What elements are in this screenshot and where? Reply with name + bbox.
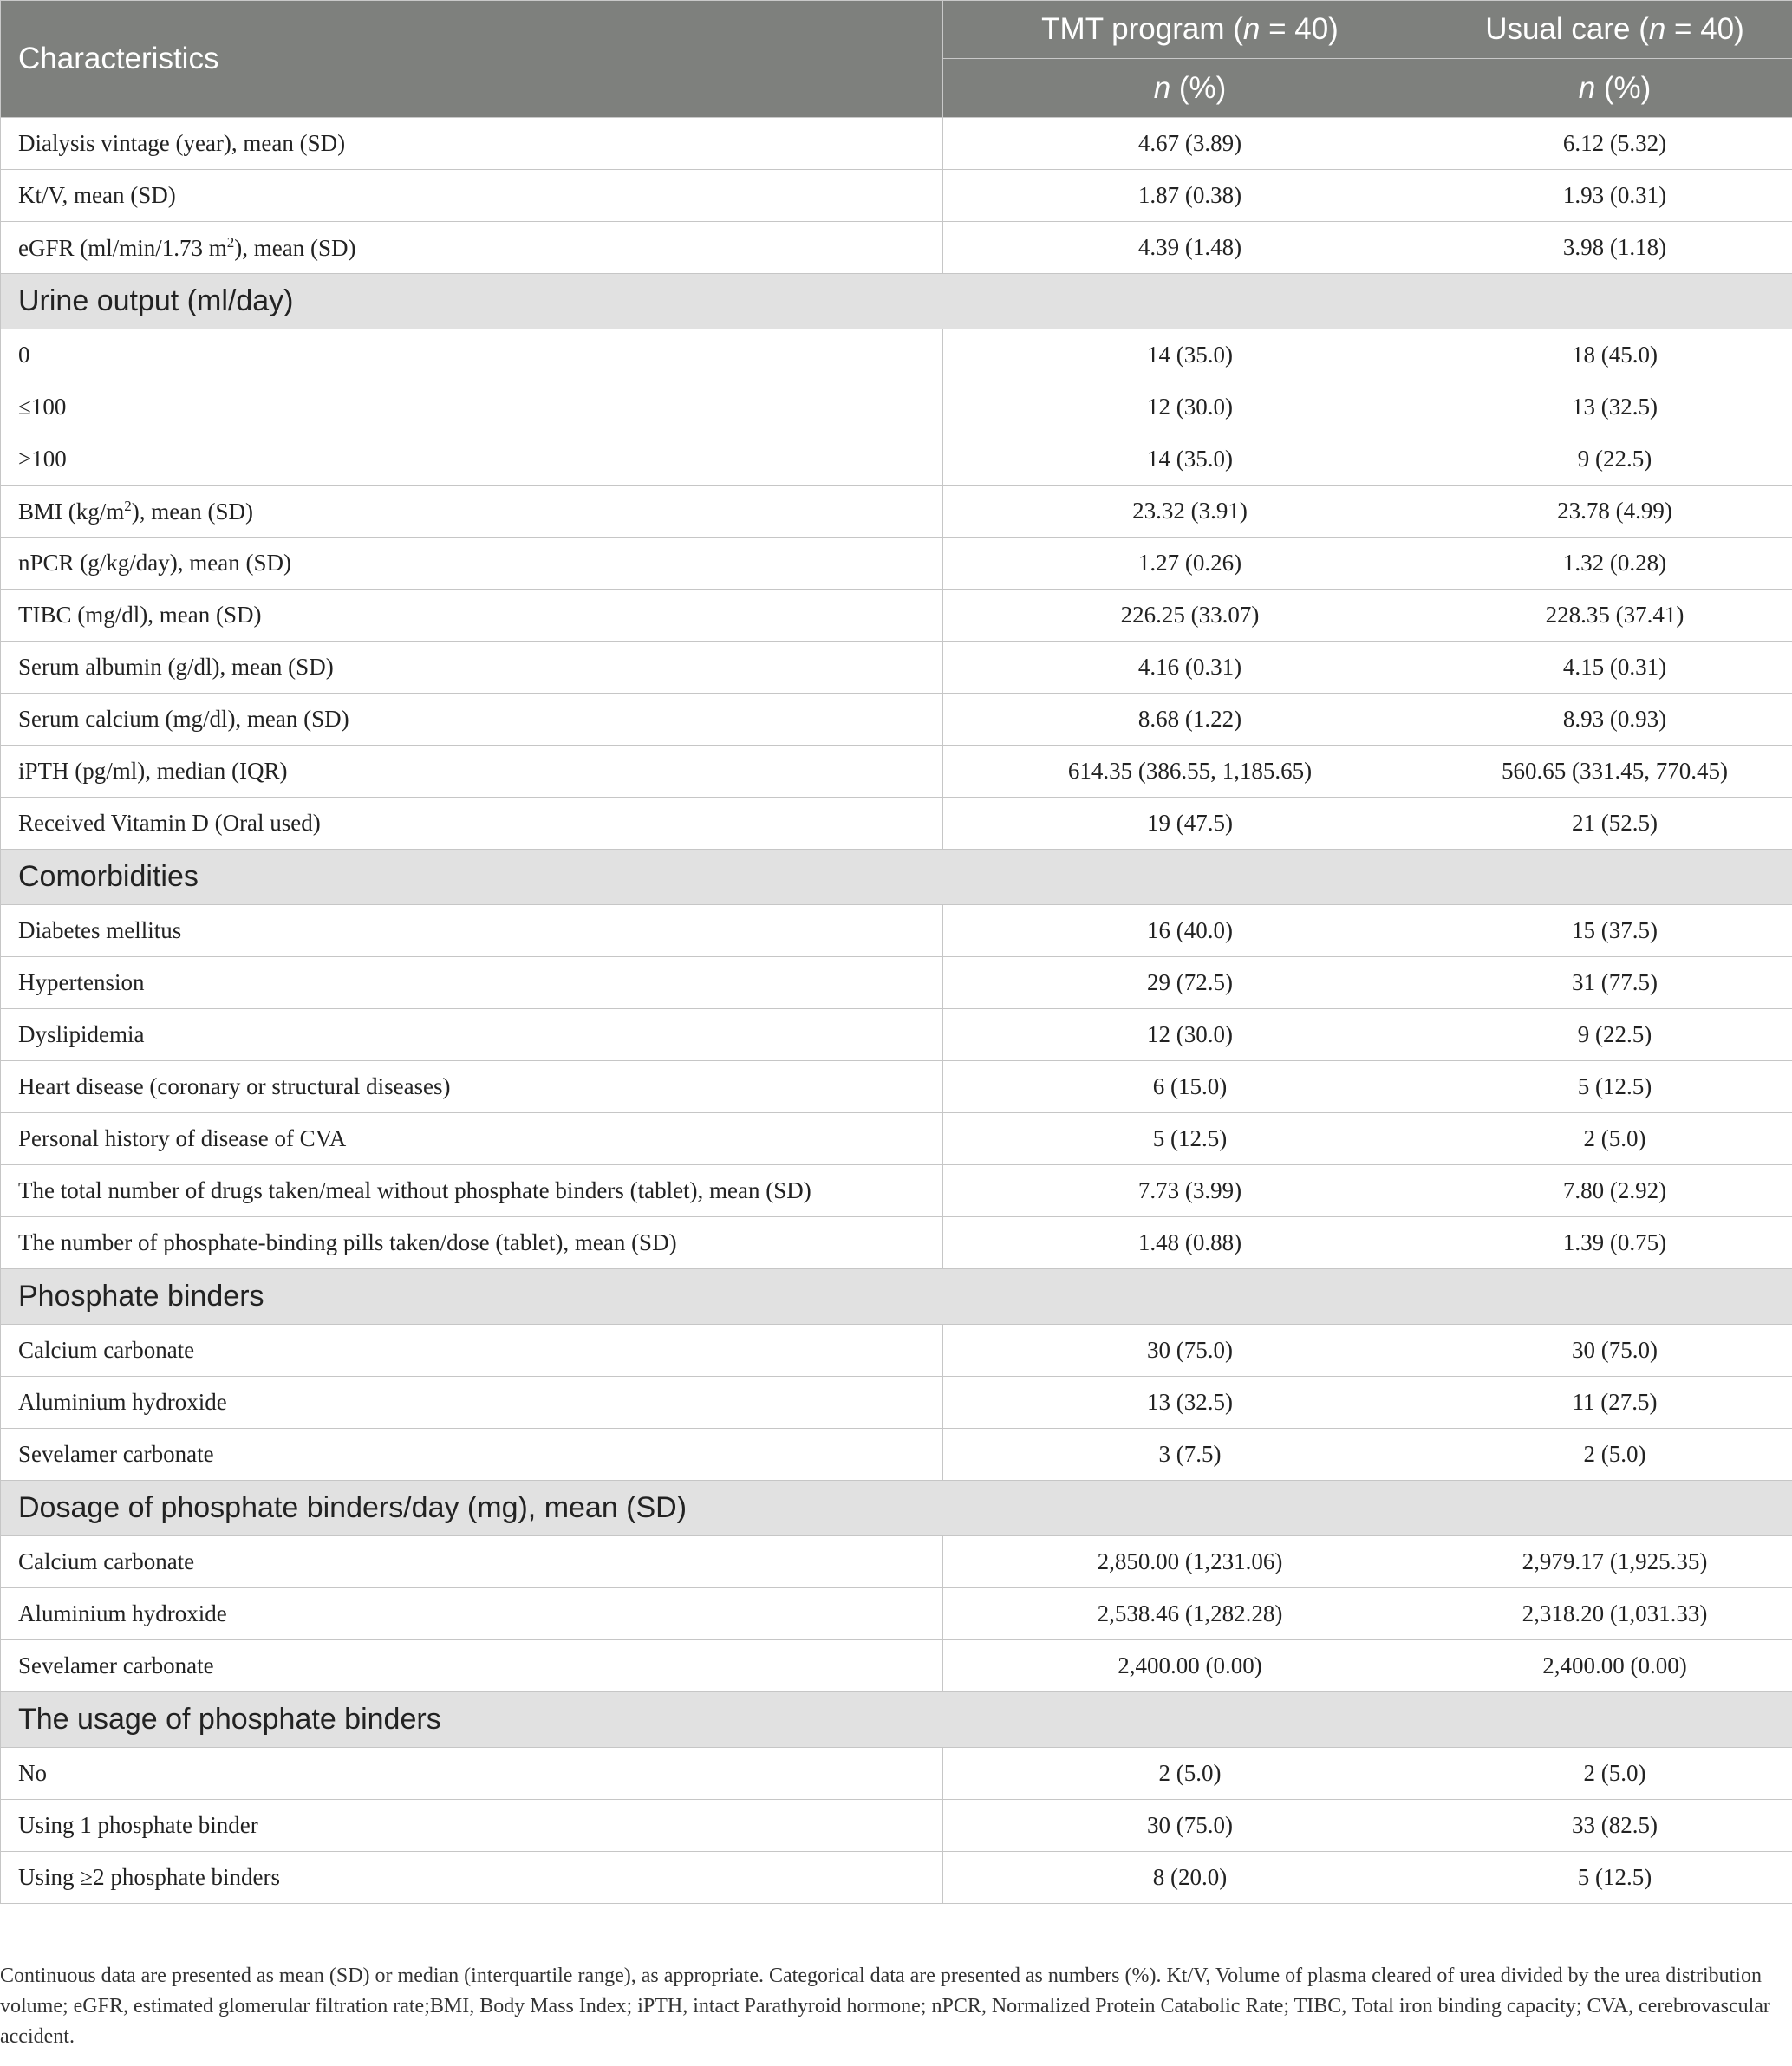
header-usual-care <box>1437 1 1792 59</box>
row-label: Aluminium hydroxide <box>1 1588 943 1640</box>
section-title: Urine output (ml/day) <box>1 274 1792 329</box>
header-row <box>1 1 1792 59</box>
usual-care-value: 5 (12.5) <box>1437 1061 1792 1113</box>
tmt-value: 14 (35.0) <box>943 329 1437 381</box>
table-row <box>1 433 1792 486</box>
row-label: Diabetes mellitus <box>1 905 943 957</box>
row-label: TIBC (mg/dl), mean (SD) <box>1 590 943 642</box>
usual-care-value: 2,400.00 (0.00) <box>1437 1640 1792 1692</box>
tmt-value: 2,850.00 (1,231.06) <box>943 1536 1437 1588</box>
row-label: No <box>1 1748 943 1800</box>
row-label-suffix: ), mean (SD) <box>234 234 356 261</box>
usual-care-value: 5 (12.5) <box>1437 1852 1792 1904</box>
row-label: ≤100 <box>1 381 943 433</box>
table-row <box>1 694 1792 746</box>
row-label: iPTH (pg/ml), median (IQR) <box>1 746 943 798</box>
table-row <box>1 118 1792 170</box>
tmt-value: 30 (75.0) <box>943 1325 1437 1377</box>
section-title: Phosphate binders <box>1 1269 1792 1325</box>
row-label <box>1 222 943 274</box>
table-row <box>1 746 1792 798</box>
tmt-value: 8 (20.0) <box>943 1852 1437 1904</box>
tmt-value: 29 (72.5) <box>943 957 1437 1009</box>
usual-care-value: 6.12 (5.32) <box>1437 118 1792 170</box>
row-label: Using 1 phosphate binder <box>1 1800 943 1852</box>
usual-care-value: 21 (52.5) <box>1437 798 1792 850</box>
tmt-value: 1.48 (0.88) <box>943 1217 1437 1269</box>
row-label-superscript: 2 <box>124 497 132 514</box>
row-label-text: BMI (kg/m <box>18 498 125 525</box>
header-tmt-unit <box>943 59 1437 118</box>
usual-care-value: 2,979.17 (1,925.35) <box>1437 1536 1792 1588</box>
usual-care-value: 30 (75.0) <box>1437 1325 1792 1377</box>
row-label: Kt/V, mean (SD) <box>1 170 943 222</box>
usual-care-value: 9 (22.5) <box>1437 433 1792 486</box>
table-row <box>1 1165 1792 1217</box>
row-label: The total number of drugs taken/meal without phosphate binders (tablet), mean (SD) <box>1 1165 943 1217</box>
table-row <box>1 1800 1792 1852</box>
header-characteristics: Characteristics <box>1 1 943 118</box>
table-row <box>1 486 1792 538</box>
row-label: Calcium carbonate <box>1 1325 943 1377</box>
table-row <box>1 1009 1792 1061</box>
section-header-row <box>1 1481 1792 1536</box>
row-label: The number of phosphate-binding pills taken/dose (tablet), mean (SD) <box>1 1217 943 1269</box>
table-row <box>1 905 1792 957</box>
tmt-value: 2 (5.0) <box>943 1748 1437 1800</box>
row-label: nPCR (g/kg/day), mean (SD) <box>1 538 943 590</box>
table-row <box>1 1113 1792 1165</box>
tmt-value: 4.39 (1.48) <box>943 222 1437 274</box>
row-label: Dyslipidemia <box>1 1009 943 1061</box>
tmt-value: 12 (30.0) <box>943 1009 1437 1061</box>
row-label: Serum calcium (mg/dl), mean (SD) <box>1 694 943 746</box>
tmt-value: 5 (12.5) <box>943 1113 1437 1165</box>
tmt-value: 8.68 (1.22) <box>943 694 1437 746</box>
table-row <box>1 170 1792 222</box>
table-row <box>1 222 1792 274</box>
usual-care-value: 11 (27.5) <box>1437 1377 1792 1429</box>
usual-care-value: 1.32 (0.28) <box>1437 538 1792 590</box>
row-label: Using ≥2 phosphate binders <box>1 1852 943 1904</box>
header-usual-unit <box>1437 59 1792 118</box>
table-row <box>1 1748 1792 1800</box>
tmt-value: 226.25 (33.07) <box>943 590 1437 642</box>
row-label: >100 <box>1 433 943 486</box>
table-footnote: Continuous data are presented as mean (SD) or median (interquartile range), as appropriate. Categorical data are presented as numbers (%). Kt/V, Volume of plasma cleared of urea divided by the urea distribution volume; eGFR, estimated glomerular filtration rate;BMI, Body Mass Index; iPTH, intact Parathyroid hormone; nPCR, Normalized Protein Catabolic Rate; TIBC, Total iron binding capacity; CVA, cerebrovascular accident. <box>0 1965 1770 2048</box>
usual-care-value: 31 (77.5) <box>1437 957 1792 1009</box>
row-label: Serum albumin (g/dl), mean (SD) <box>1 642 943 694</box>
tmt-value: 19 (47.5) <box>943 798 1437 850</box>
table-row <box>1 590 1792 642</box>
tmt-value: 16 (40.0) <box>943 905 1437 957</box>
row-label <box>1 486 943 538</box>
usual-care-value: 3.98 (1.18) <box>1437 222 1792 274</box>
table-row <box>1 1325 1792 1377</box>
usual-care-value: 1.93 (0.31) <box>1437 170 1792 222</box>
table-row <box>1 1217 1792 1269</box>
table-row <box>1 1640 1792 1692</box>
tmt-value: 4.67 (3.89) <box>943 118 1437 170</box>
header-tmt-unit-pct: (%) <box>1170 70 1227 105</box>
tmt-value: 4.16 (0.31) <box>943 642 1437 694</box>
row-label: 0 <box>1 329 943 381</box>
header-tmt-post: = 40) <box>1260 12 1339 46</box>
header-tmt-unit-n: n <box>1153 70 1171 105</box>
tmt-value: 2,538.46 (1,282.28) <box>943 1588 1437 1640</box>
table-body <box>1 118 1792 1904</box>
usual-care-value: 2 (5.0) <box>1437 1429 1792 1481</box>
table-row <box>1 1429 1792 1481</box>
tmt-value: 6 (15.0) <box>943 1061 1437 1113</box>
table-row <box>1 1377 1792 1429</box>
table-row <box>1 642 1792 694</box>
table-row <box>1 538 1792 590</box>
table-row <box>1 1536 1792 1588</box>
table-row <box>1 381 1792 433</box>
header-usual-pre: Usual care ( <box>1485 12 1649 46</box>
row-label: Sevelamer carbonate <box>1 1640 943 1692</box>
table-row <box>1 957 1792 1009</box>
tmt-value: 614.35 (386.55, 1,185.65) <box>943 746 1437 798</box>
usual-care-value: 1.39 (0.75) <box>1437 1217 1792 1269</box>
header-usual-n: n <box>1648 12 1666 46</box>
table-row <box>1 798 1792 850</box>
header-tmt-n: n <box>1242 12 1261 46</box>
table-header <box>1 1 1792 118</box>
section-header-row <box>1 1269 1792 1325</box>
row-label-superscript: 2 <box>226 233 235 251</box>
usual-care-value: 23.78 (4.99) <box>1437 486 1792 538</box>
row-label-suffix: ), mean (SD) <box>131 498 253 525</box>
tmt-value: 13 (32.5) <box>943 1377 1437 1429</box>
table-row <box>1 1588 1792 1640</box>
usual-care-value: 15 (37.5) <box>1437 905 1792 957</box>
section-title: The usage of phosphate binders <box>1 1692 1792 1748</box>
usual-care-value: 4.15 (0.31) <box>1437 642 1792 694</box>
usual-care-value: 2,318.20 (1,031.33) <box>1437 1588 1792 1640</box>
header-usual-unit-n: n <box>1578 70 1596 105</box>
tmt-value: 2,400.00 (0.00) <box>943 1640 1437 1692</box>
tmt-value: 12 (30.0) <box>943 381 1437 433</box>
usual-care-value: 13 (32.5) <box>1437 381 1792 433</box>
section-header-row <box>1 850 1792 905</box>
row-label: Aluminium hydroxide <box>1 1377 943 1429</box>
header-tmt-pre: TMT program ( <box>1041 12 1243 46</box>
tmt-value: 14 (35.0) <box>943 433 1437 486</box>
usual-care-value: 9 (22.5) <box>1437 1009 1792 1061</box>
tmt-value: 3 (7.5) <box>943 1429 1437 1481</box>
row-label: Hypertension <box>1 957 943 1009</box>
table-row <box>1 329 1792 381</box>
section-title: Comorbidities <box>1 850 1792 905</box>
usual-care-value: 560.65 (331.45, 770.45) <box>1437 746 1792 798</box>
row-label: Calcium carbonate <box>1 1536 943 1588</box>
tmt-value: 7.73 (3.99) <box>943 1165 1437 1217</box>
row-label: Personal history of disease of CVA <box>1 1113 943 1165</box>
row-label-text: eGFR (ml/min/1.73 m <box>18 234 227 261</box>
usual-care-value: 7.80 (2.92) <box>1437 1165 1792 1217</box>
header-tmt-program <box>943 1 1437 59</box>
usual-care-value: 2 (5.0) <box>1437 1748 1792 1800</box>
row-label: Dialysis vintage (year), mean (SD) <box>1 118 943 170</box>
row-label: Sevelamer carbonate <box>1 1429 943 1481</box>
tmt-value: 30 (75.0) <box>943 1800 1437 1852</box>
section-header-row <box>1 1692 1792 1748</box>
section-title: Dosage of phosphate binders/day (mg), mean (SD) <box>1 1481 1792 1536</box>
usual-care-value: 228.35 (37.41) <box>1437 590 1792 642</box>
header-usual-unit-pct: (%) <box>1595 70 1652 105</box>
table-row <box>1 1061 1792 1113</box>
header-usual-post: = 40) <box>1665 12 1744 46</box>
usual-care-value: 18 (45.0) <box>1437 329 1792 381</box>
tmt-value: 1.27 (0.26) <box>943 538 1437 590</box>
table-row <box>1 1852 1792 1904</box>
row-label: Heart disease (coronary or structural diseases) <box>1 1061 943 1113</box>
usual-care-value: 2 (5.0) <box>1437 1113 1792 1165</box>
tmt-value: 23.32 (3.91) <box>943 486 1437 538</box>
usual-care-value: 8.93 (0.93) <box>1437 694 1792 746</box>
section-header-row <box>1 274 1792 329</box>
tmt-value: 1.87 (0.38) <box>943 170 1437 222</box>
row-label: Received Vitamin D (Oral used) <box>1 798 943 850</box>
usual-care-value: 33 (82.5) <box>1437 1800 1792 1852</box>
